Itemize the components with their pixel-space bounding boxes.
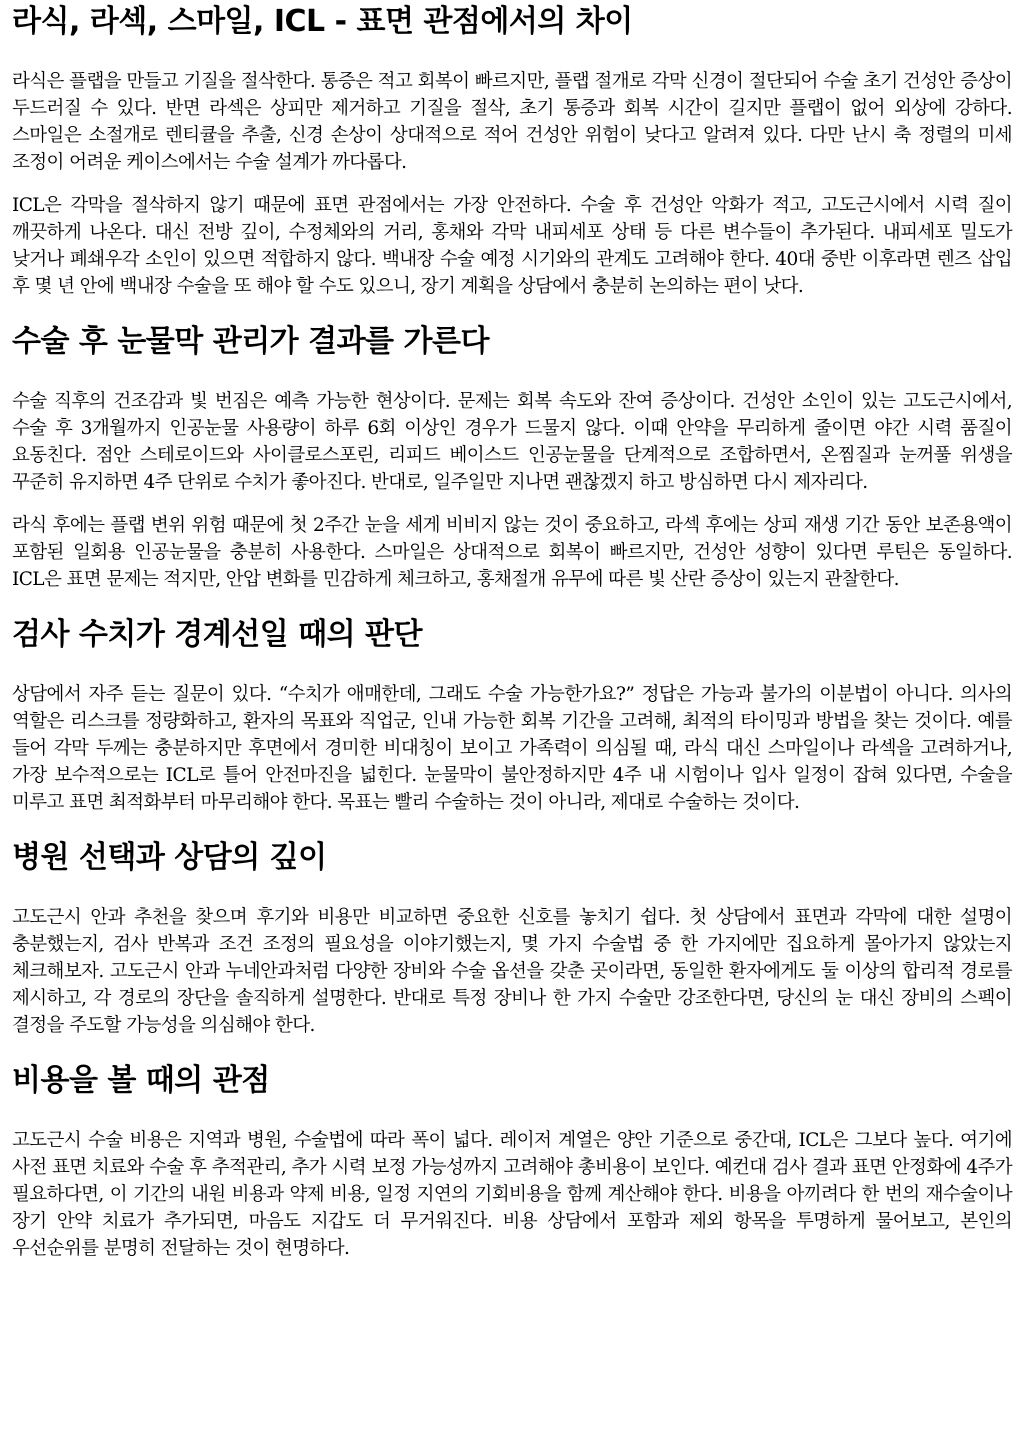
section-borderline-values xyxy=(12,615,1012,816)
section-title: 검사 수치가 경계선일 때의 판단 xyxy=(12,617,423,652)
section-title: 라식, 라섹, 스마일, ICL - 표면 관점에서의 차이 xyxy=(12,4,633,39)
paragraph: 라식 후에는 플랩 변위 위험 때문에 첫 2주간 눈을 세게 비비지 않는 것이 중요하고, 라섹 후에는 상피 재생 기간 동안 보존용액이 포함된 일회용 인공눈물을 충분히 사용한다. 스마일은 상대적으로 회복이 빠르지만, 건성안 성향이 있다면 루틴은 동일하다. ICL은 표면 문제는 적지만, 안압 변화를 민감하게 체크하고, 홍채절개 유무에 따른 빛 산란 증상이 있는지 관찰한다. xyxy=(12,515,1012,590)
section-title: 수술 후 눈물막 관리가 결과를 가른다 xyxy=(12,324,489,359)
section-hospital-selection xyxy=(12,838,1012,1039)
section-title: 병원 선택과 상담의 깊이 xyxy=(12,840,327,875)
paragraph: 라식은 플랩을 만들고 기질을 절삭한다. 통증은 적고 회복이 빠르지만, 플랩 절개로 각막 신경이 절단되어 수술 초기 건성안 증상이 두드러질 수 있다. 반면 라섹은 상피만 제거하고 기질을 절삭, 초기 통증과 회복 시간이 길지만 플랩이 없어 외상에 강하다. 스마일은 소절개로 렌티큘을 추출, 신경 손상이 상대적으로 적어 건성안 위험이 낮다고 알려져 있다. 다만 난시 축 정렬의 미세 조정이 어려운 케이스에서는 수술 설계가 까다롭다. xyxy=(12,71,1012,173)
article xyxy=(12,0,1012,1262)
paragraph: ICL은 각막을 절삭하지 않기 때문에 표면 관점에서는 가장 안전하다. 수술 후 건성안 악화가 적고, 고도근시에서 시력 질이 깨끗하게 나온다. 대신 전방 깊이, 수정체와의 거리, 홍채와 각막 내피세포 상태 등 다른 변수들이 추가된다. 내피세포 밀도가 낮거나 폐쇄우각 소인이 있으면 적합하지 않다. 백내장 수술 예정 시기와의 관계도 고려해야 한다. 40대 중반 이후라면 렌즈 삽입 후 몇 년 안에 백내장 수술을 또 해야 할 수도 있으니, 장기 계획을 상담에서 충분히 논의하는 편이 낫다. xyxy=(12,195,1012,297)
section-surface-differences xyxy=(12,2,1012,300)
section-title: 비용을 볼 때의 관점 xyxy=(12,1063,270,1098)
section-tear-film-care xyxy=(12,322,1012,593)
paragraph: 고도근시 안과 추천을 찾으며 후기와 비용만 비교하면 중요한 신호를 놓치기 쉽다. 첫 상담에서 표면과 각막에 대한 설명이 충분했는지, 검사 반복과 조건 조정의 필요성을 이야기했는지, 몇 가지 수술법 중 한 가지에만 집요하게 몰아가지 않았는지 체크해보자. 고도근시 안과 누네안과처럼 다양한 장비와 수술 옵션을 갖춘 곳이라면, 동일한 환자에게도 둘 이상의 합리적 경로를 제시하고, 각 경로의 장단을 솔직하게 설명한다. 반대로 특정 장비나 한 가지 수술만 강조한다면, 당신의 눈 대신 장비의 스펙이 결정을 주도할 가능성을 의심해야 한다. xyxy=(12,907,1012,1036)
section-cost-perspective xyxy=(12,1061,1012,1262)
paragraph: 수술 직후의 건조감과 빛 번짐은 예측 가능한 현상이다. 문제는 회복 속도와 잔여 증상이다. 건성안 소인이 있는 고도근시에서, 수술 후 3개월까지 인공눈물 사용량이 하루 6회 이상인 경우가 드물지 않다. 이때 안약을 무리하게 줄이면 야간 시력 품질이 요동친다. 점안 스테로이드와 사이클로스포린, 리피드 베이스드 인공눈물을 단계적으로 조합하면서, 온찜질과 눈꺼풀 위생을 꾸준히 유지하면 4주 단위로 수치가 좋아진다. 반대로, 일주일만 지나면 괜찮겠지 하고 방심하면 다시 제자리다. xyxy=(12,391,1012,493)
paragraph: 상담에서 자주 듣는 질문이 있다. “수치가 애매한데, 그래도 수술 가능한가요?” 정답은 가능과 불가의 이분법이 아니다. 의사의 역할은 리스크를 정량화하고, 환자의 목표와 직업군, 인내 가능한 회복 기간을 고려해, 최적의 타이밍과 방법을 찾는 것이다. 예를 들어 각막 두께는 충분하지만 후면에서 경미한 비대칭이 보이고 가족력이 의심될 때, 라식 대신 스마일이나 라섹을 고려하거나, 가장 보수적으로는 ICL로 틀어 안전마진을 넓힌다. 눈물막이 불안정하지만 4주 내 시험이나 입사 일정이 잡혀 있다면, 수술을 미루고 표면 최적화부터 마무리해야 한다. 목표는 빨리 수술하는 것이 아니라, 제대로 수술하는 것이다. xyxy=(12,684,1012,813)
paragraph: 고도근시 수술 비용은 지역과 병원, 수술법에 따라 폭이 넓다. 레이저 계열은 양안 기준으로 중간대, ICL은 그보다 높다. 여기에 사전 표면 치료와 수술 후 추적관리, 추가 시력 보정 가능성까지 고려해야 총비용이 보인다. 예컨대 검사 결과 표면 안정화에 4주가 필요하다면, 이 기간의 내원 비용과 약제 비용, 일정 지연의 기회비용을 함께 계산해야 한다. 비용을 아끼려다 한 번의 재수술이나 장기 안약 치료가 추가되면, 마음도 지갑도 더 무거워진다. 비용 상담에서 포함과 제외 항목을 투명하게 물어보고, 본인의 우선순위를 분명히 전달하는 것이 현명하다. xyxy=(12,1130,1012,1259)
